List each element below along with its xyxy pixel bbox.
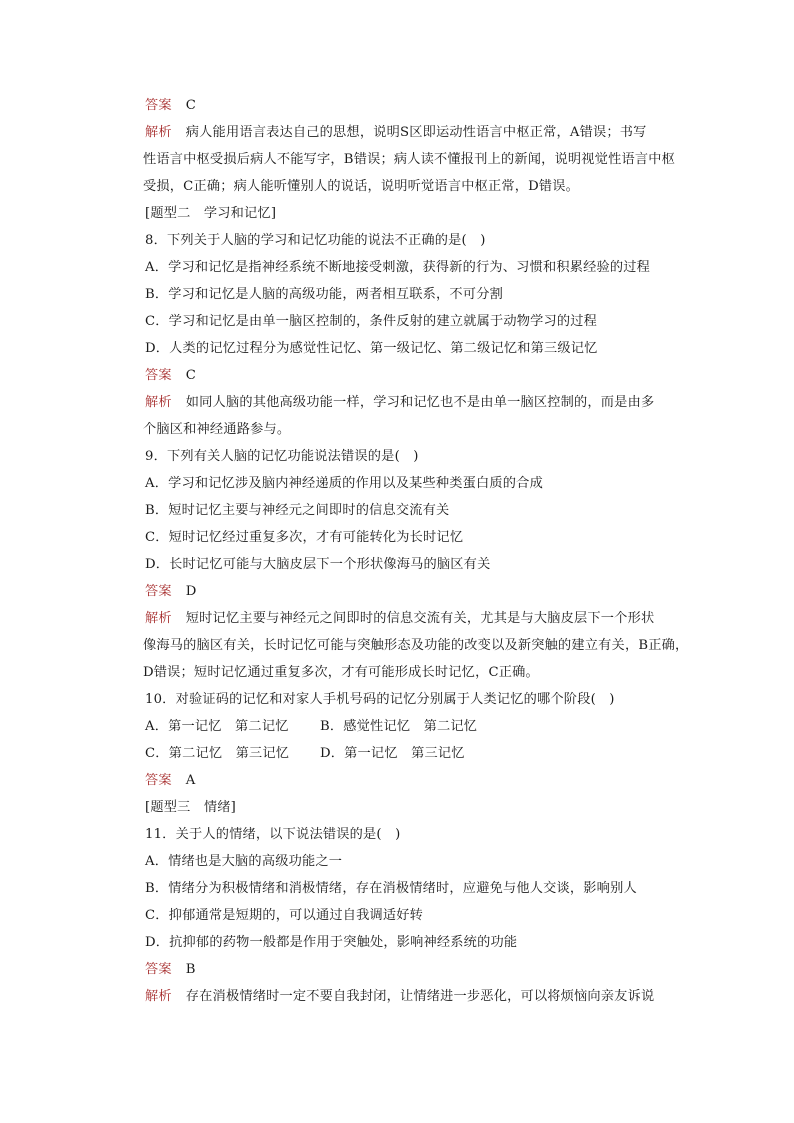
q7-analysis-line-3: 受损，C正确；病人能听懂别人的说话，说明听觉语言中枢正常，D错误。 [143,179,580,194]
q8-stem: 8．下列关于人脑的学习和记忆功能的说法不正确的是( ) [145,233,486,248]
section-heading-2: [题型二 学习和记忆] [145,206,277,221]
q10-option-b: B．感觉性记忆 第二记忆 [320,719,478,734]
analysis-label: 解析 [145,611,172,626]
answer-value: A [185,773,196,788]
q11-option-d: D．抗抑郁的药物一般都是作用于突触处，影响神经系统的功能 [145,935,518,950]
analysis-text: 病人能用语言表达自己的思想，说明S区即运动性语言中枢正常，A错误；书写 [185,125,647,140]
q11-analysis-line-1 [145,983,685,1010]
q10-options-row-2 [145,740,685,767]
q8-option-b: B．学习和记忆是人脑的高级功能，两者相互联系，不可分割 [145,287,503,302]
q10-stem: 10．对验证码的记忆和对家人手机号码的记忆分别属于人类记忆的哪个阶段( ) [145,692,615,707]
q11-stem: 11．关于人的情绪，以下说法错误的是( ) [145,827,401,842]
q10-option-c: C．第二记忆 第三记忆 [145,746,290,761]
analysis-label: 解析 [145,395,172,410]
q7-answer [145,92,685,119]
answer-value: C [185,368,197,383]
q8-option-a: A．学习和记忆是指神经系统不断地接受刺激，获得新的行为、习惯和积累经验的过程 [145,260,651,275]
q8-answer [145,362,685,389]
q9-option-b: B．短时记忆主要与神经元之间即时的信息交流有关 [145,503,450,518]
answer-label: 答案 [145,962,172,977]
q8-analysis-line-1 [145,389,685,416]
q10-options-row-1 [145,713,685,740]
q11-option-c: C．抑郁通常是短期的，可以通过自我调适好转 [145,908,424,923]
answer-value: C [185,98,197,113]
q10-answer [145,767,685,794]
q10-option-a: A．第一记忆 第二记忆 [145,719,289,734]
q10-option-d: D．第一记忆 第三记忆 [320,746,465,761]
q9-answer [145,578,685,605]
analysis-text: 存在消极情绪时一定不要自我封闭，让情绪进一步恶化，可以将烦恼向亲友诉说 [185,989,655,1004]
q9-analysis-line-3: D错误；短时记忆通过重复多次，才有可能形成长时记忆，C正确。 [143,665,539,680]
q8-option-d: D．人类的记忆过程分为感觉性记忆、第一级记忆、第二级记忆和第三级记忆 [145,341,598,356]
q9-stem: 9．下列有关人脑的记忆功能说法错误的是( ) [145,449,419,464]
answer-label: 答案 [145,98,172,113]
q7-analysis-line-1 [145,119,685,146]
q8-analysis-line-2: 个脑区和神经通路参与。 [143,422,291,437]
q11-option-b: B．情绪分为积极情绪和消极情绪，存在消极情绪时，应避免与他人交谈，影响别人 [145,881,637,896]
q11-answer [145,956,685,983]
q9-option-d: D．长时记忆可能与大脑皮层下一个形状像海马的脑区有关 [145,557,491,572]
q9-option-c: C．短时记忆经过重复多次，才有可能转化为长时记忆 [145,530,464,545]
analysis-label: 解析 [145,125,172,140]
q9-analysis-line-2: 像海马的脑区有关，长时记忆可能与突触形态及功能的改变以及新突触的建立有关，B正确， [143,638,689,653]
document-content [143,92,689,1010]
analysis-text: 如同人脑的其他高级功能一样，学习和记忆也不是由单一脑区控制的，而是由多 [185,395,655,410]
answer-value: D [185,584,197,599]
analysis-text: 短时记忆主要与神经元之间即时的信息交流有关，尤其是与大脑皮层下一个形状 [185,611,655,626]
answer-label: 答案 [145,773,172,788]
answer-label: 答案 [145,584,172,599]
q9-option-a: A．学习和记忆涉及脑内神经递质的作用以及某些种类蛋白质的合成 [145,476,543,491]
q7-analysis-line-2: 性语言中枢受损后病人不能写字，B错误；病人读不懂报刊上的新闻，说明视觉性语言中枢 [143,152,675,167]
q11-option-a: A．情绪也是大脑的高级功能之一 [145,854,343,869]
q9-analysis-line-1 [145,605,685,632]
answer-label: 答案 [145,368,172,383]
answer-value: B [185,962,196,977]
analysis-label: 解析 [145,989,172,1004]
q8-option-c: C．学习和记忆是由单一脑区控制的，条件反射的建立就属于动物学习的过程 [145,314,598,329]
section-heading-3: [题型三 情绪] [145,800,237,815]
